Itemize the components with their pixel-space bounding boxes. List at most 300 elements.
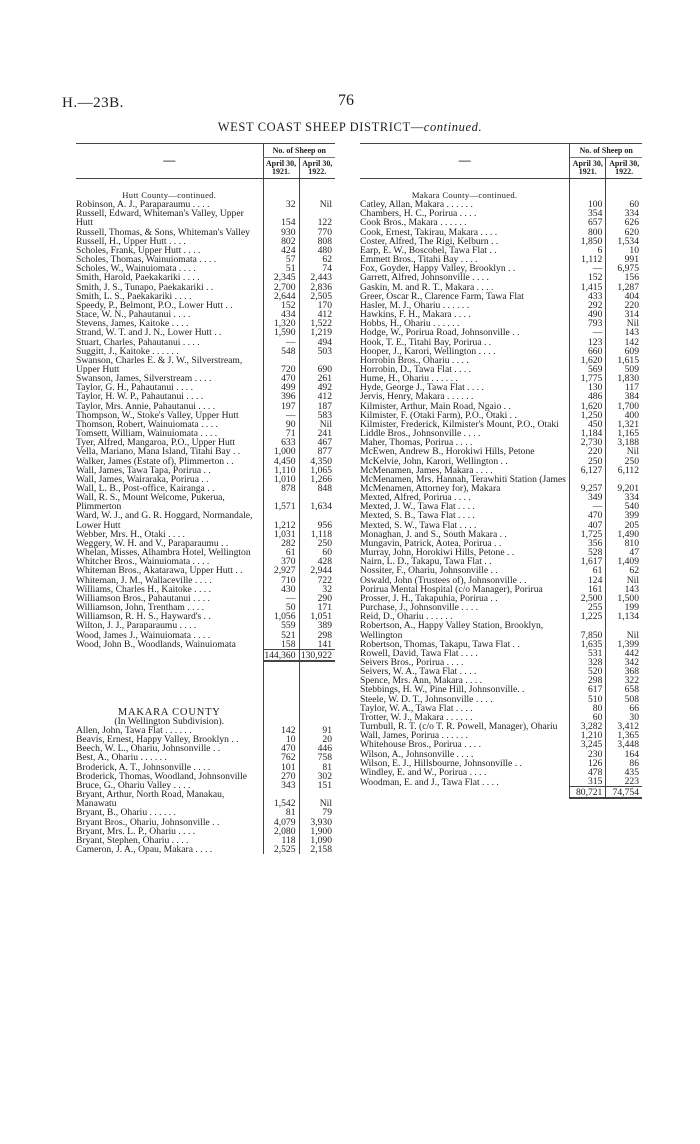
sheep-count-1921: 126 — [570, 759, 606, 768]
owner-name: Bryant Bros., Ohariu, Johnsonville . . — [76, 817, 220, 827]
sheep-count-1921: 124 — [570, 576, 606, 585]
sheep-count-1922: 690 — [299, 356, 335, 374]
table-row — [76, 402, 335, 411]
spacer-cell — [76, 680, 263, 689]
sheep-count-1922: 609 — [606, 347, 642, 356]
owner-name: Hyde, George J., Tawa Flat . . . . — [360, 383, 484, 393]
sheep-count-1922: 122 — [299, 209, 335, 227]
owner-name: Smith, Harold, Paekakariki . . . . — [76, 273, 200, 283]
sheep-count-1921: 354 — [570, 209, 606, 218]
section-subheading-makara — [76, 717, 335, 726]
owner-name: Swanson, Charles E. & J. W., Silverstream, Upper Hutt — [76, 355, 243, 375]
sheep-count-1922: 626 — [606, 218, 642, 227]
table-row — [76, 447, 335, 456]
section-subheading-makara-text: (In Wellington Subdivision). — [114, 716, 225, 726]
sheep-count-1921: 407 — [570, 521, 606, 530]
sheep-count-1921: 1,210 — [570, 731, 606, 740]
sheep-count-1922: 81 — [299, 763, 335, 772]
total-1921: 80,721 — [570, 787, 606, 799]
table-row — [76, 484, 335, 493]
sheep-count-1922: 1,219 — [299, 328, 335, 337]
spacer-row — [76, 680, 335, 689]
sheep-count-1921: 2,345 — [263, 273, 299, 282]
owner-name: Smith, L. S., Paekakariki . . . . — [76, 291, 192, 301]
sheep-count-1921: 90 — [263, 420, 299, 429]
table-row — [76, 264, 335, 273]
owner-name: Tomsett, William, Wainuiomata . . . . — [76, 429, 218, 439]
sheep-count-1922: Nil — [606, 447, 642, 456]
sheep-count-1922: 91 — [299, 726, 335, 735]
owner-name: Jervis, Henry, Makara . . . . . . — [360, 392, 474, 402]
sheep-count-1922: 141 — [299, 640, 335, 650]
sheep-count-1922: 384 — [606, 392, 642, 401]
sheep-count-1922: 400 — [606, 411, 642, 420]
table-row — [76, 845, 335, 854]
sheep-count-1922: 3,448 — [606, 740, 642, 749]
spacer-cell — [263, 661, 299, 671]
owner-name: Kilmister, Arthur, Main Road, Ngaio . . — [360, 401, 511, 411]
sheep-count-1922: 66 — [606, 704, 642, 713]
owner-name: Stuart, Charles, Pahautanui . . . . — [76, 337, 200, 347]
owner-name: Horrobin Bros., Ohariu . . . . — [360, 355, 469, 365]
sheep-count-1921: 57 — [263, 255, 299, 264]
sheep-count-1922: 810 — [606, 539, 642, 548]
sheep-count-1921: 1,620 — [570, 402, 606, 411]
sheep-count-1921: 100 — [570, 200, 606, 209]
sheep-count-1921: 1,056 — [263, 612, 299, 621]
owner-name: Earp, E. W., Boscobel, Tawa Flat . . — [360, 245, 497, 256]
section-heading-makara-continued-text: Makara County—continued. — [411, 191, 518, 200]
owner-name: Steele, W. D. T., Johnsonville . . . . — [360, 694, 493, 704]
spacer-cell — [263, 699, 299, 708]
sheep-count-1922: 298 — [299, 631, 335, 640]
owner-name: Wall, L. B., Post-office, Kairanga . . — [76, 484, 215, 494]
sheep-count-1922: 770 — [299, 228, 335, 237]
sheep-count-1922: 171 — [299, 603, 335, 612]
spacer-cell — [76, 179, 263, 192]
table-row — [76, 438, 335, 447]
sheep-count-1922: 2,944 — [299, 566, 335, 575]
owner-name: Hawkins, F. H., Makara . . . . — [360, 310, 471, 320]
owner-name: Emmett Bros., Titahi Bay . . . . — [360, 255, 478, 265]
sheep-count-1922: 187 — [299, 402, 335, 411]
column-header-owner: — — [360, 144, 570, 179]
owner-name: Mexted, Alfred, Porirua . . . . — [360, 493, 471, 503]
owner-name: Bryant, Arthur, North Road, Manakau, Manawatu — [76, 790, 225, 809]
owner-name: Fox, Goyder, Happy Valley, Brooklyn . . — [360, 264, 516, 274]
sheep-count-1922: 1,490 — [606, 530, 642, 539]
owner-name: Nossiter, F., Ohariu, Johnsonville . . — [360, 566, 498, 576]
section-heading-hutt — [76, 191, 335, 200]
sheep-count-1921: 486 — [570, 392, 606, 401]
owner-name: Seivers, W. A., Tawa Flat . . . . — [360, 667, 477, 677]
sheep-count-1921: 298 — [570, 676, 606, 685]
sheep-count-1922: 583 — [299, 411, 335, 420]
table-row — [76, 790, 335, 808]
sheep-count-1921: 470 — [263, 744, 299, 753]
sheep-count-1922: 4,350 — [299, 457, 335, 466]
sheep-count-1921: — — [570, 502, 606, 511]
sheep-count-1921: 61 — [263, 548, 299, 557]
sheep-count-1922: 250 — [606, 457, 642, 466]
sheep-count-1922: 223 — [606, 777, 642, 787]
owner-name: Rowell, David, Tawa Flat . . . . — [360, 648, 478, 658]
sheep-count-1922: 6,112 — [606, 466, 642, 475]
sheep-count-1922: 1,266 — [299, 475, 335, 484]
owner-name: Speedy, P., Belmont, P.O., Lower Hutt . . — [76, 300, 233, 311]
owner-name: Smith, J. S., Tunapo, Paekakariki . . — [76, 282, 214, 292]
sheep-count-1922: 86 — [606, 759, 642, 768]
owner-name: Beavis, Ernest, Happy Valley, Brooklyn . . — [76, 735, 239, 745]
sheep-count-1922: 60 — [299, 548, 335, 557]
sheep-count-1921: 152 — [263, 301, 299, 310]
sheep-count-1922: 156 — [606, 273, 642, 282]
spacer-cell — [76, 699, 263, 708]
sheep-count-1921: 793 — [570, 319, 606, 328]
owner-name: Williamson, John, Trentham . . . . — [76, 603, 205, 613]
sheep-count-1921: 660 — [570, 347, 606, 356]
sheep-count-1921: 1,112 — [570, 255, 606, 264]
sheep-count-1921: 548 — [263, 347, 299, 356]
page-number: 76 — [338, 92, 354, 109]
sheep-count-1922: 1,634 — [299, 493, 335, 511]
table-row — [76, 763, 335, 772]
sheep-count-1922: 877 — [299, 447, 335, 456]
table-row — [76, 539, 335, 548]
table-row — [76, 621, 335, 630]
sheep-count-1921: 720 — [263, 356, 299, 374]
sheep-count-1921: 1,225 — [570, 612, 606, 621]
sheep-count-1921: 1,320 — [263, 319, 299, 328]
section-heading-makara-text: MAKARA COUNTY — [117, 707, 221, 717]
sheep-count-1921: 161 — [570, 585, 606, 594]
sheep-count-1921: 1,010 — [263, 475, 299, 484]
sheep-count-1921: 2,644 — [263, 292, 299, 301]
sheep-count-1921: 396 — [263, 392, 299, 401]
sheep-count-1922: 290 — [299, 594, 335, 603]
owner-name: Scholes, Thomas, Wainuiomata . . . . — [76, 255, 217, 265]
sheep-count-1922: Nil — [606, 576, 642, 585]
table-row — [76, 347, 335, 356]
sheep-count-1922: 956 — [299, 511, 335, 529]
table-row — [76, 383, 335, 392]
sheep-count-1922: 503 — [299, 347, 335, 356]
empty-cell — [299, 708, 335, 717]
sheep-count-1922: 30 — [606, 713, 642, 722]
table-row — [76, 228, 335, 237]
table-row — [76, 328, 335, 337]
table-row — [76, 273, 335, 282]
table-row — [76, 200, 335, 209]
sheep-count-1921: 1,000 — [263, 447, 299, 456]
total-label — [76, 649, 263, 661]
sheep-count-1921: 762 — [263, 753, 299, 762]
sheep-count-1921: 520 — [570, 667, 606, 676]
table-row — [76, 246, 335, 255]
sheep-count-1921: 617 — [570, 685, 606, 694]
spacer-cell — [299, 661, 335, 671]
sheep-count-1921: 569 — [570, 365, 606, 374]
sheep-count-1921: — — [263, 594, 299, 603]
sheep-count-1922: 1,409 — [606, 557, 642, 566]
sheep-count-1921: 1,110 — [263, 466, 299, 475]
column-header-1922: April 30, 1922. — [299, 158, 335, 179]
sheep-count-1922: 20 — [299, 735, 335, 744]
left-table-body — [76, 179, 335, 855]
owner-name: Hobbs, H., Ohariu . . . . . . — [360, 319, 460, 329]
sheep-count-1922: 758 — [299, 753, 335, 762]
document-reference: H.—23B. — [62, 95, 124, 111]
sheep-count-1921: 370 — [263, 557, 299, 566]
sheep-count-1921: 4,450 — [263, 457, 299, 466]
owner-name: Stace, W. N., Pahautanui . . . . — [76, 310, 191, 320]
sheep-count-1921: — — [263, 411, 299, 420]
owner-name: Stevens, James, Kaitoke . . . . — [76, 319, 189, 329]
sheep-count-1922: 467 — [299, 438, 335, 447]
sheep-count-1922: 1,615 — [606, 356, 642, 365]
sheep-count-1922: 1,051 — [299, 612, 335, 621]
table-row — [76, 374, 335, 383]
owner-name: Coster, Alfred, The Rigi, Kelburn . . — [360, 236, 499, 246]
sheep-count-1921: 2,730 — [570, 438, 606, 447]
sheep-count-1922: 404 — [606, 292, 642, 301]
sheep-count-1922: 435 — [606, 768, 642, 777]
owner-name: Wall, James, Tawa Tapa, Porirua . . — [76, 465, 211, 475]
table-row — [76, 411, 335, 420]
owner-name: Purchase, J., Johnsonville . . . . — [360, 603, 479, 613]
owner-name: Trotter, W. J., Makara . . . . . . — [360, 712, 473, 723]
sheep-count-1922: 334 — [606, 209, 642, 218]
owner-name: Cook Bros., Makara . . . . . . — [360, 218, 467, 228]
owner-name: Robertson, Thomas, Takapu, Tawa Flat . . — [360, 639, 520, 649]
spacer-cell — [76, 671, 263, 680]
sheep-count-1922: 509 — [606, 365, 642, 374]
sheep-count-1921: 81 — [263, 808, 299, 817]
sheep-count-1922: 2,836 — [299, 283, 335, 292]
table-row — [76, 612, 335, 621]
owner-name: Whiteman, J. M., Wallaceville . . . . — [76, 575, 212, 585]
owner-name: Beech, W. L., Ohariu, Johnsonville . . — [76, 744, 221, 754]
sheep-count-1922: 302 — [299, 772, 335, 781]
owner-name: Tyer, Alfred, Mangaroa, P.O., Upper Hutt — [76, 438, 236, 448]
sheep-count-1921: 433 — [570, 292, 606, 301]
sheep-count-1922: 9,201 — [606, 475, 642, 493]
table-row — [76, 818, 335, 827]
sheep-count-1921: 315 — [570, 777, 606, 787]
sheep-count-1921: 430 — [263, 585, 299, 594]
left-sheep-table — [76, 143, 335, 854]
sheep-count-1921: 142 — [263, 726, 299, 735]
sheep-count-1922: 368 — [606, 667, 642, 676]
sheep-count-1922: 492 — [299, 383, 335, 392]
sheep-count-1922: 261 — [299, 374, 335, 383]
owner-name: Bryant, Stephen, Ohariu . . . . — [76, 835, 189, 846]
sheep-count-1922: 164 — [606, 750, 642, 759]
sheep-count-1922: 74 — [299, 264, 335, 273]
table-row — [76, 429, 335, 438]
column-header-1922: April 30, 1922. — [606, 158, 642, 179]
owner-name: Wall, R. S., Mount Welcome, Pukerua, Plimmerton — [76, 493, 225, 512]
sheep-count-1921: 490 — [570, 310, 606, 319]
sheep-count-1922: 2,443 — [299, 273, 335, 282]
table-row — [76, 292, 335, 301]
table-row — [76, 585, 335, 594]
owner-name: Horrobin, D., Tawa Flat . . . . — [360, 364, 472, 375]
table-row — [76, 726, 335, 735]
sheep-count-1922: 1,830 — [606, 374, 642, 383]
table-row — [76, 255, 335, 264]
sheep-count-1921: 158 — [263, 640, 299, 650]
owner-name: Robinson, A. J., Paraparaumu . . . . — [76, 200, 210, 210]
spacer-row — [76, 699, 335, 708]
table-row — [76, 493, 335, 511]
spacer-row — [76, 671, 335, 680]
table-row — [76, 457, 335, 466]
sheep-count-1921: — — [263, 338, 299, 347]
sheep-count-1921: 270 — [263, 772, 299, 781]
owner-name: Taylor, H. W. P., Pahautanui . . . . — [76, 392, 204, 402]
owner-name: Russell, Edward, Whiteman's Valley, Upper Hutt — [76, 209, 244, 228]
sheep-count-1921: 1,184 — [570, 429, 606, 438]
owner-name: Walker, James (Estate of), Plimmerton . . — [76, 456, 234, 466]
owner-name: Robertson, A., Happy Valley Station, Brooklyn, Wellington — [360, 621, 544, 640]
sheep-count-1922: 620 — [606, 228, 642, 237]
sheep-count-1921: 1,415 — [570, 283, 606, 292]
owner-name: Wall, James, Porirua . . . . . . — [360, 731, 468, 741]
total-1921: 144,360 — [263, 649, 299, 661]
sheep-count-1922: 62 — [299, 255, 335, 264]
table-row — [76, 744, 335, 753]
sheep-count-1921: — — [570, 264, 606, 273]
right-table-body — [360, 179, 642, 799]
sheep-count-1921: 3,245 — [570, 740, 606, 749]
spacer-cell — [299, 671, 335, 680]
sheep-count-1921: 3,282 — [570, 722, 606, 731]
owner-name: Kilmister, Frederick, Kilmister's Mount, P.O., Otaki — [360, 419, 559, 430]
sheep-count-1922: 142 — [606, 338, 642, 347]
table-row — [76, 466, 335, 475]
owner-name: Wilton, J. J., Paraparaumu . . . . — [76, 621, 197, 631]
owner-name: Hume, H., Ohariu . . . . . . — [360, 374, 458, 384]
sheep-count-1921: 130 — [570, 383, 606, 392]
table-row — [76, 475, 335, 484]
sheep-count-1921: 878 — [263, 484, 299, 493]
table-row — [76, 640, 335, 650]
sheep-count-1922: 10 — [606, 246, 642, 255]
right-sheep-table — [360, 143, 642, 799]
sheep-count-1921: 255 — [570, 603, 606, 612]
table-row — [76, 237, 335, 246]
owner-name: Cook, Ernest, Takirau, Makara . . . . — [360, 227, 498, 237]
spacer-cell — [263, 671, 299, 680]
sheep-count-1922: 494 — [299, 338, 335, 347]
column-header-1921: April 30, 1921. — [570, 158, 606, 179]
table-row — [76, 392, 335, 401]
owner-name: Scholes, Frank, Upper Hutt . . . . — [76, 245, 201, 256]
table-row — [360, 777, 642, 787]
sheep-count-1921: 710 — [263, 576, 299, 585]
column-header-owner: — — [76, 144, 263, 179]
sheep-count-1921: 1,850 — [570, 237, 606, 246]
table-row — [76, 319, 335, 328]
sheep-count-1921: 101 — [263, 763, 299, 772]
owner-name: Russell, H., Upper Hutt . . . . — [76, 236, 186, 246]
table-row — [76, 548, 335, 557]
owner-name: Porirua Mental Hospital (c/o Manager), Porirua — [360, 584, 543, 594]
sheep-count-1921: 1,590 — [263, 328, 299, 337]
sheep-count-1922: 1,500 — [606, 594, 642, 603]
owner-name: Thompson, W., Stoke's Valley, Upper Hutt — [76, 410, 239, 420]
sheep-count-1921: 1,635 — [570, 640, 606, 649]
sheep-count-1922: 60 — [606, 200, 642, 209]
sheep-count-1922: 1,287 — [606, 283, 642, 292]
sheep-count-1921: 292 — [570, 301, 606, 310]
sheep-count-1922: Nil — [606, 621, 642, 639]
table-row — [76, 576, 335, 585]
sheep-count-1922: 428 — [299, 557, 335, 566]
sheep-count-1922: 722 — [299, 576, 335, 585]
owner-name: Ward, W. J., and G. R. Hoggard, Normandale, Lower Hutt — [76, 511, 253, 530]
owner-name: Gaskin, M. and R. T., Makara . . . . — [360, 282, 494, 292]
sheep-count-1921: 1,031 — [263, 530, 299, 539]
sheep-count-1921: 343 — [263, 781, 299, 790]
sheep-count-1922: 540 — [606, 502, 642, 511]
owner-name: Weggery, W. H. and V., Paraparaumu . . — [76, 538, 229, 549]
spacer-row — [360, 179, 642, 192]
owner-name: Wood, John B., Woodlands, Wainuiomata — [76, 639, 236, 650]
sheep-count-1922: 3,188 — [606, 438, 642, 447]
owner-name: McKelvie, John, Karori, Wellington . . — [360, 456, 508, 466]
sheep-count-1922: 1,534 — [606, 237, 642, 246]
owner-name: McMenamen, James, Makara . . . . — [360, 465, 493, 475]
sheep-count-1922: 2,158 — [299, 845, 335, 854]
sheep-count-1921: 349 — [570, 493, 606, 502]
owner-name: Murray, John, Horokiwi Hills, Petone . . — [360, 548, 515, 558]
sheep-count-1921: 499 — [263, 383, 299, 392]
sheep-count-1921: 220 — [570, 447, 606, 456]
owner-name: Thomson, Robert, Wainuiomata . . . . — [76, 419, 218, 430]
total-row — [76, 649, 335, 661]
owner-name: Strand, W. T. and J. N., Lower Hutt . . — [76, 328, 222, 338]
sheep-count-1922: 6,975 — [606, 264, 642, 273]
sheep-count-1921: 197 — [263, 402, 299, 411]
owner-name: Windley, E. and W., Porirua . . . . — [360, 767, 487, 777]
sheep-count-1922: 241 — [299, 429, 335, 438]
sheep-count-1922: 143 — [606, 328, 642, 337]
sheep-count-1921: 1,542 — [263, 790, 299, 808]
sheep-count-1922: 442 — [606, 649, 642, 658]
sheep-count-1921: 9,257 — [570, 475, 606, 493]
sheep-count-1922: 1,900 — [299, 827, 335, 836]
sheep-count-1921: — — [570, 328, 606, 337]
table-row — [76, 301, 335, 310]
sheep-count-1921: 2,525 — [263, 845, 299, 854]
sheep-count-1921: 633 — [263, 438, 299, 447]
sheep-count-1922: 446 — [299, 744, 335, 753]
owner-name: Allen, John, Tawa Flat . . . . . . — [76, 725, 192, 736]
sheep-count-1921: 521 — [263, 631, 299, 640]
sheep-count-1922: 412 — [299, 392, 335, 401]
table-row — [76, 310, 335, 319]
sheep-count-1922: 1,365 — [606, 731, 642, 740]
sheep-count-1922: Nil — [299, 200, 335, 209]
spacer-row — [76, 179, 335, 192]
sheep-count-1922: 1,090 — [299, 836, 335, 845]
owner-name: Oswald, John (Trustees of), Johnsonville . . — [360, 575, 527, 585]
sheep-count-1921: 356 — [570, 539, 606, 548]
sheep-count-1921: 60 — [570, 713, 606, 722]
owner-name: Whelan, Misses, Alhambra Hotel, Wellington — [76, 548, 251, 558]
